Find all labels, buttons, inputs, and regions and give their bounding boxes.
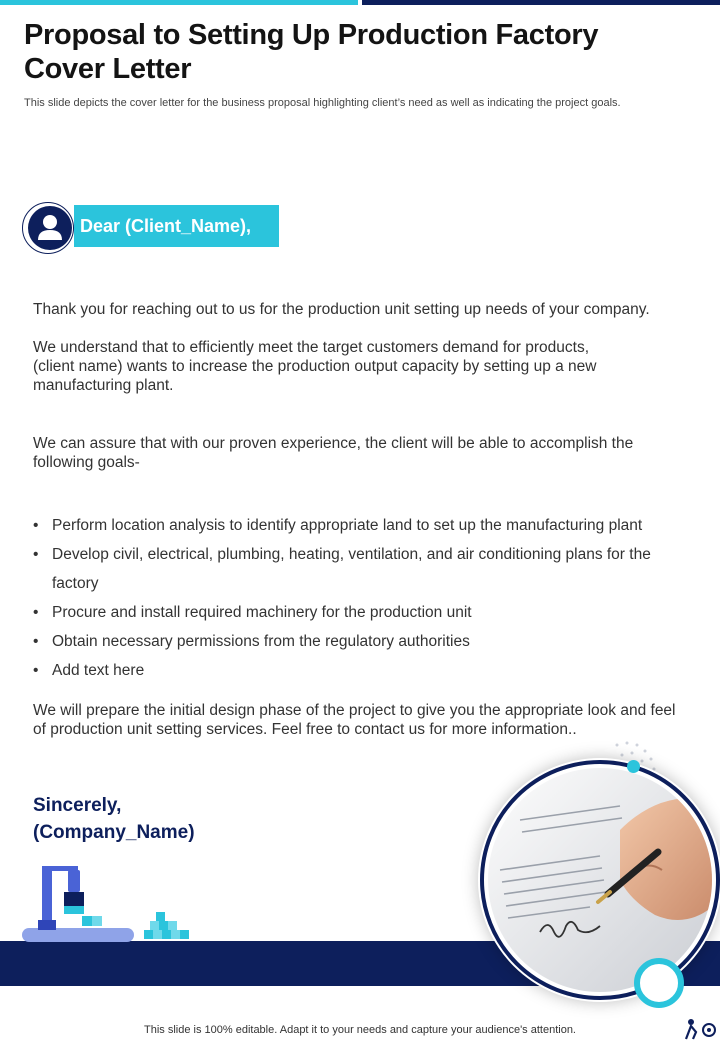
goals-list — [33, 511, 683, 685]
intro-paragraph: Thank you for reaching out to us for the production unit setting up needs of your company. — [33, 301, 650, 318]
closing-paragraph: We will prepare the initial design phase of the project to give you the appropriate look and feel of production unit setting services. Feel free to contact us for more information.. — [33, 702, 676, 738]
list-item: • Add text here — [33, 656, 683, 685]
page-title: Proposal to Setting Up Production Factory Cover Letter — [24, 19, 599, 85]
assurance-paragraph: We can assure that with our proven experience, the client will be able to accomplish the following goals- — [33, 435, 634, 471]
understanding-line-2: (client name) wants to increase the production output capacity by setting up a new — [33, 358, 597, 375]
understanding-paragraph — [33, 338, 683, 395]
signature-company: (Company_Name) — [33, 822, 195, 843]
list-item: • Procure and install required machinery for the production unit — [33, 598, 683, 627]
footer-note: This slide is 100% editable. Adapt it to your needs and capture your audience's attention. — [144, 1024, 576, 1036]
understanding-line-1: We understand that to efficiently meet the target customers demand for products, — [33, 339, 590, 356]
page-subtitle: This slide depicts the cover letter for the business proposal highlighting client’s need as well as indicating the project goals. — [24, 97, 621, 109]
avatar — [28, 206, 72, 250]
top-accent-bar-navy — [362, 0, 720, 5]
signature-block — [33, 792, 195, 846]
signing-document-photo — [480, 760, 720, 1000]
signature-closing: Sincerely, — [33, 795, 122, 816]
understanding-line-3: manufacturing plant. — [33, 377, 174, 394]
decorative-ring — [634, 958, 684, 1008]
decorative-dot — [627, 760, 640, 773]
top-accent-bar-cyan — [0, 0, 358, 5]
list-item: • Perform location analysis to identify appropriate land to set up the manufacturing plant — [33, 511, 683, 540]
greeting-banner — [74, 205, 279, 247]
greeting-text: Dear (Client_Name), — [80, 216, 252, 236]
list-item: • Develop civil, electrical, plumbing, heating, ventilation, and air conditioning plans for the factory — [33, 540, 683, 598]
brand-logo-icon — [684, 1018, 718, 1040]
list-item: • Obtain necessary permissions from the regulatory authorities — [33, 627, 683, 656]
factory-robot-arm-icon — [20, 860, 190, 945]
user-icon — [28, 206, 72, 250]
